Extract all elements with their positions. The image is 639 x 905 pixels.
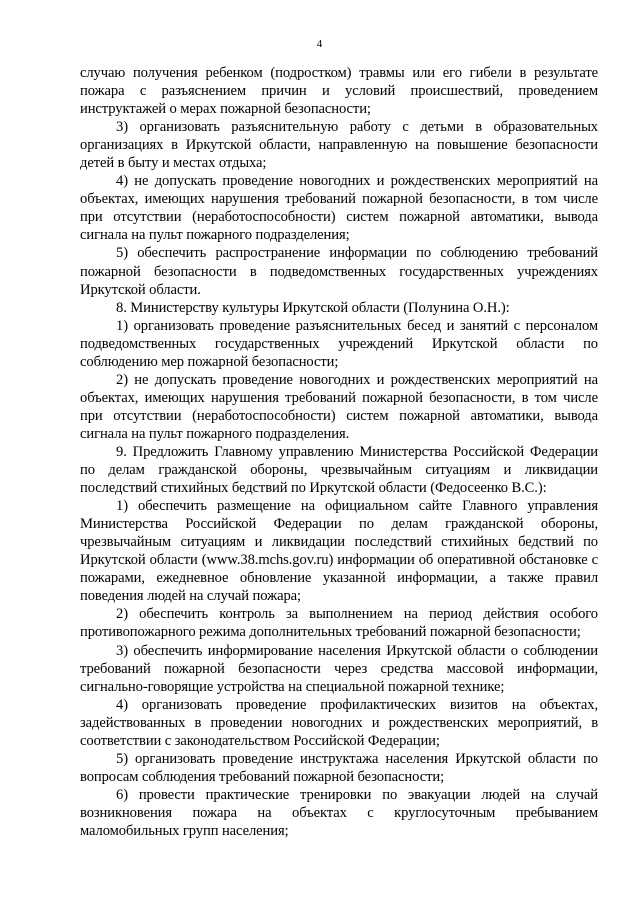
paragraph-item-9-3: 3) обеспечить информирование населения Иркутской области о соблюдении требований пожарной безопасности через средства массовой информации, сигнально-говорящие устройства на специальной пожарной технике; — [80, 642, 598, 695]
paragraph-item-9-4: 4) организовать проведение профилактических визитов на объектах, задействованных в проведении новогодних и рождественских мероприятий, в соответствии с законодательством Российской Федерации; — [80, 696, 598, 749]
paragraph-item-7-3: 3) организовать разъяснительную работу с детьми в образовательных организациях в Иркутской области, направленную на повышение безопасности детей в быту и местах отдыха; — [80, 119, 598, 172]
page-number: 4 — [316, 38, 323, 50]
paragraph-item-8-1: 1) организовать проведение разъяснительных бесед и занятий с персоналом подведомственных государственных учреждений Иркутской области по соблюдению мер пожарной безопасности; — [80, 317, 598, 370]
paragraph-item-7-5: 5) обеспечить распространение информации по соблюдению требований пожарной безопасности в подведомственных государственных учреждениях Иркутской области. — [80, 245, 598, 298]
paragraph-section-8: 8. Министерству культуры Иркутской области (Полунина О.Н.): — [116, 299, 510, 316]
paragraph-continuation: случаю получения ребенком (подростком) травмы или его гибели в результате пожара с разъяснением причин и условий происшествий, проведением инструктажей о мерах пожарной безопасности; — [80, 65, 598, 118]
document-body — [80, 64, 598, 840]
paragraph-item-7-4: 4) не допускать проведение новогодних и рождественских мероприятий на объектах, имеющих нарушения требований пожарной безопасности, в том числе при отсутствии (неработоспособности) систем пожарной автоматики, вывода сигнала на пульт пожарного подразделения; — [80, 173, 598, 244]
paragraph-item-8-2: 2) не допускать проведение новогодних и рождественских мероприятий на объектах, имеющих нарушения требований пожарной безопасности, в том числе при отсутствии (неработоспособности) систем пожарной автоматики, вывода сигнала на пульт пожарного подразделения. — [80, 371, 598, 442]
paragraph-section-9: 9. Предложить Главному управлению Министерства Российской Федерации по делам гражданской обороны, чрезвычайным ситуациям и ликвидации последствий стихийных бедствий по Иркутской области (Федосеенко В.С.): — [80, 443, 598, 497]
paragraph-item-9-2: 2) обеспечить контроль за выполнением на период действия особого противопожарного режима дополнительных требований пожарной безопасности; — [80, 606, 598, 641]
paragraph-item-9-6: 6) провести практические тренировки по эвакуации людей на случай возникновения пожара на объектах с круглосуточным пребыванием маломобильных групп населения; — [80, 786, 598, 839]
paragraph-item-9-5: 5) организовать проведение инструктажа населения Иркутской области по вопросам соблюдения требований пожарной безопасности; — [80, 750, 598, 785]
paragraph-item-9-1: 1) обеспечить размещение на официальном сайте Главного управления Министерства Российской Федерации по делам гражданской обороны, чрезвычайным ситуациям и ликвидации последствий стихийных бедствий по Иркутской области (www.38.mchs.gov.ru) информации об оперативной обстановке с пожарами, ежедневное обновление указанной информации, а также правил поведения людей на случай пожара; — [80, 498, 598, 605]
